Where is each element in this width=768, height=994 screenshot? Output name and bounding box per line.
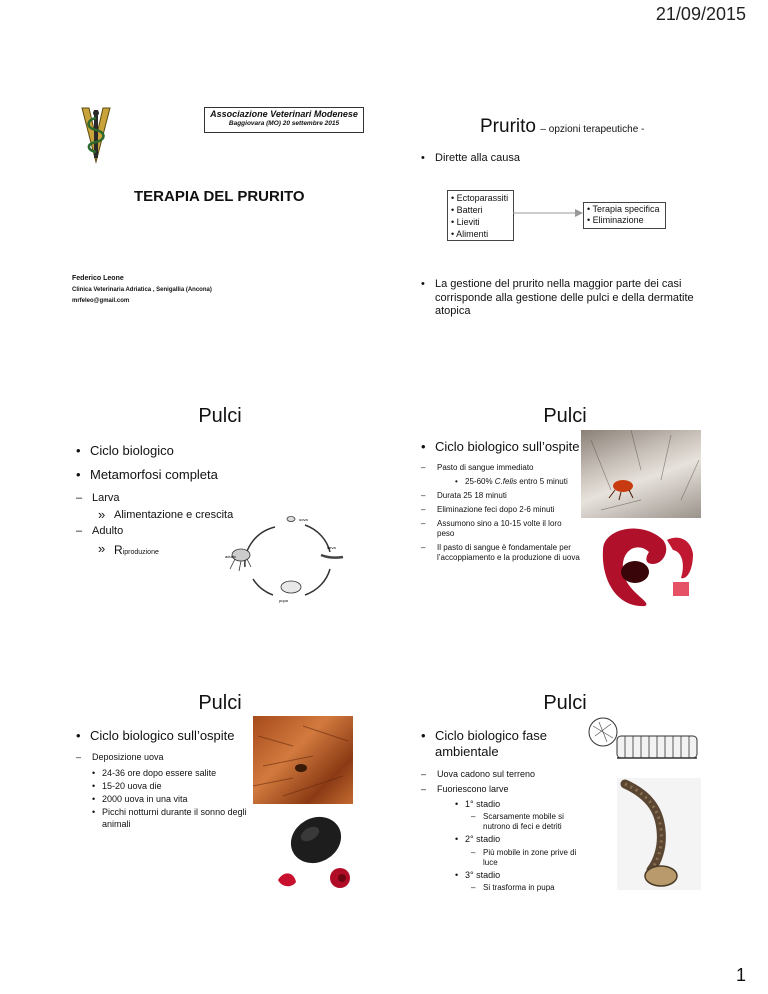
cause-item: • Ectoparassiti xyxy=(451,193,509,203)
detail-item: – Scarsamente mobile si nutrono di feci e detriti xyxy=(471,812,593,832)
sub-item: – Deposizione uova xyxy=(76,752,256,763)
bullet-list xyxy=(421,439,581,567)
bullet-item: • Metamorfosi completa xyxy=(76,467,276,483)
header-date: 21/09/2015 xyxy=(655,4,746,24)
association-logo xyxy=(76,104,116,166)
species-name: C.felis xyxy=(494,477,518,487)
bullet-item: • Ciclo biologico fase ambientale xyxy=(421,728,565,761)
larva-icon xyxy=(321,555,343,558)
r-cap: R xyxy=(114,543,123,557)
photo-flea-on-ground xyxy=(581,430,701,518)
arrow-connector xyxy=(513,208,583,218)
sub-sub-item: • 2000 uova in una vita xyxy=(92,794,256,805)
presentation-title: TERAPIA DEL PRURITO xyxy=(134,188,305,205)
slide-title: Pulci xyxy=(198,405,242,427)
flea-lifecycle-diagram xyxy=(225,507,355,607)
sub-item: – Uova cadono sul terreno xyxy=(421,769,591,780)
bullet-item: • Ciclo biologico sull’ospite xyxy=(76,728,256,744)
author-email: mrfeleo@gmail.com xyxy=(72,298,130,304)
detail-item: – Più mobile in zone prive di luce xyxy=(471,848,591,868)
text-part: entro 5 minuti xyxy=(517,477,568,487)
bullet-item: • Ciclo biologico xyxy=(76,443,276,459)
r-rest: iproduzione xyxy=(122,549,159,556)
sub-item: – Durata 25 18 minuti xyxy=(421,491,581,501)
photo-flea-in-fur xyxy=(253,716,353,804)
sub-item: – Assumono sino a 10-15 volte il loro peso xyxy=(421,519,581,539)
cause-item: • Lieviti xyxy=(451,217,480,227)
therapy-box xyxy=(583,202,666,229)
label-adulto: adulto xyxy=(225,554,236,559)
sub-item: – Adulto xyxy=(76,525,276,539)
bullet-item: • Ciclo biologico sull’ospite xyxy=(421,439,581,455)
text-part: 25-60% xyxy=(465,477,495,487)
pupa-icon xyxy=(281,581,301,593)
association-name: Associazione Veterinari Modenese xyxy=(210,109,358,119)
sub-sub-item xyxy=(455,477,581,487)
title-sub: – opzioni terapeutiche - xyxy=(540,124,645,135)
bullet-list xyxy=(421,728,591,895)
sub-sub-item: • 3° stadio xyxy=(455,870,591,881)
slide-title: Pulci xyxy=(198,692,242,714)
page-number: 1 xyxy=(735,965,746,985)
slide-4 xyxy=(405,395,725,635)
bullet-gestione: • La gestione del prurito nella maggior parte dei casi corrisponde alla gestione delle pulci e della dermatite atopica xyxy=(421,278,707,319)
sub-sub-item: • 15-20 uova die xyxy=(92,781,256,792)
slide-title: Pulci xyxy=(543,405,587,427)
slide-1 xyxy=(60,80,380,330)
sub-sub-item: • 1° stadio xyxy=(455,799,591,810)
slide-6 xyxy=(405,682,725,922)
causes-box xyxy=(447,190,514,241)
detail-item: – Si trasforma in pupa xyxy=(471,883,591,893)
author-clinic: Clinica Veterinaria Adriatica , Senigallia (Ancona) xyxy=(72,287,212,293)
author-name: Federico Leone xyxy=(72,275,124,282)
slide-5 xyxy=(60,682,380,922)
association-box xyxy=(204,107,364,133)
sub-item: – Il pasto di sangue è fondamentale per l’accoppiamento e la produzione di uova xyxy=(421,543,581,563)
sub-sub-item: • 2° stadio xyxy=(455,834,591,845)
sub-item: – Larva xyxy=(76,492,276,506)
slide-2 xyxy=(405,80,725,330)
sub-sub-item: • Picchi notturni durante il sonno degli animali xyxy=(92,807,256,830)
sub-item: – Eliminazione feci dopo 2-6 minuti xyxy=(421,505,581,515)
title-main: Prurito xyxy=(480,116,536,137)
label-uova: uova xyxy=(299,517,308,522)
illustration-larva-drawing xyxy=(587,716,699,774)
therapy-item: • Eliminazione xyxy=(587,215,644,225)
association-event: Baggiovara (MO) 20 settembre 2015 xyxy=(228,120,340,127)
photo-larva-microscope xyxy=(617,778,701,890)
bullet-dirette: • Dirette alla causa xyxy=(421,152,741,166)
cause-item: • Batteri xyxy=(451,205,483,215)
sub-sub-item: • 24-36 ore dopo essere salite xyxy=(92,768,256,779)
egg-icon xyxy=(287,517,295,522)
therapy-item: • Terapia specifica xyxy=(587,204,660,214)
slide-3 xyxy=(60,395,380,635)
raquo-item: » Alimentazione e crescita xyxy=(98,509,276,521)
label-pupa: pupa xyxy=(279,598,288,603)
slide-title xyxy=(480,116,644,138)
label-larva: larva xyxy=(327,545,336,550)
bullet-list xyxy=(76,728,256,832)
photo-fed-flea-red xyxy=(593,520,701,608)
cause-item: • Alimenti xyxy=(451,229,489,239)
sub-item: – Fuoriescono larve xyxy=(421,784,591,795)
slide-title: Pulci xyxy=(543,692,587,714)
photo-flea-egg xyxy=(270,806,362,890)
sub-item: – Pasto di sangue immediato xyxy=(421,463,581,473)
